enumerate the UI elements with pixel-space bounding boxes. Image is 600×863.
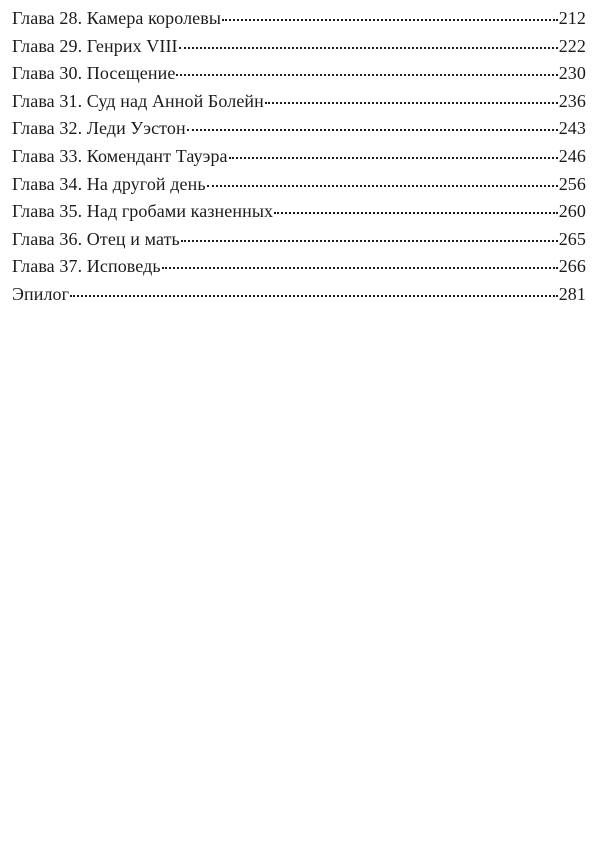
toc-entry-page: 265 bbox=[558, 228, 586, 249]
toc-leader-dots bbox=[222, 19, 558, 21]
toc-entry bbox=[12, 8, 586, 36]
toc-leader-dots bbox=[70, 295, 558, 297]
toc-entry-page: 281 bbox=[558, 283, 586, 304]
toc-entry-title: Глава 32. Леди Уэстон bbox=[12, 118, 186, 139]
toc-leader-dots bbox=[176, 74, 557, 76]
toc-entry-page: 260 bbox=[558, 201, 586, 222]
toc-entry-page: 266 bbox=[558, 256, 586, 277]
toc-leader-dots bbox=[162, 267, 558, 269]
toc-entry bbox=[12, 36, 586, 64]
toc-entry bbox=[12, 118, 586, 146]
toc-entry-page: 246 bbox=[558, 145, 586, 166]
toc-entry bbox=[12, 63, 586, 91]
toc-entry-title: Глава 31. Суд над Анной Болейн bbox=[12, 90, 264, 111]
toc-entry-title: Глава 37. Исповедь bbox=[12, 256, 161, 277]
toc-entry-title: Эпилог bbox=[12, 283, 70, 304]
toc-entry bbox=[12, 146, 586, 174]
toc-entry-title: Глава 30. Посещение bbox=[12, 63, 176, 84]
toc-entry bbox=[12, 229, 586, 257]
toc-entry-page: 236 bbox=[558, 90, 586, 111]
toc-entry bbox=[12, 174, 586, 202]
toc-leader-dots bbox=[207, 185, 558, 187]
toc-entry-epilogue bbox=[12, 284, 586, 312]
toc-entry-title: Глава 34. На другой день bbox=[12, 173, 206, 194]
toc-entry bbox=[12, 91, 586, 119]
toc-leader-dots bbox=[265, 102, 558, 104]
toc-entry-page: 222 bbox=[558, 35, 586, 56]
toc-entry bbox=[12, 201, 586, 229]
toc-leader-dots bbox=[274, 212, 558, 214]
toc-entry-page: 212 bbox=[558, 8, 586, 28]
toc-leader-dots bbox=[181, 240, 558, 242]
toc-entry bbox=[12, 256, 586, 284]
toc-entry-title: Глава 35. Над гробами казненных bbox=[12, 201, 274, 222]
toc-entry-title: Глава 36. Отец и мать bbox=[12, 228, 180, 249]
toc-leader-dots bbox=[187, 129, 558, 131]
toc-entry-title: Глава 29. Генрих VIII bbox=[12, 35, 178, 56]
toc-leader-dots bbox=[229, 157, 558, 159]
toc-entry-page: 230 bbox=[558, 63, 586, 84]
toc-entry-page: 256 bbox=[558, 173, 586, 194]
table-of-contents bbox=[12, 8, 586, 312]
toc-entry-title: Глава 33. Комендант Тауэра bbox=[12, 145, 228, 166]
toc-leader-dots bbox=[179, 47, 558, 49]
toc-entry-title: Глава 28. Камера королевы bbox=[12, 8, 222, 28]
toc-entry-page: 243 bbox=[558, 118, 586, 139]
